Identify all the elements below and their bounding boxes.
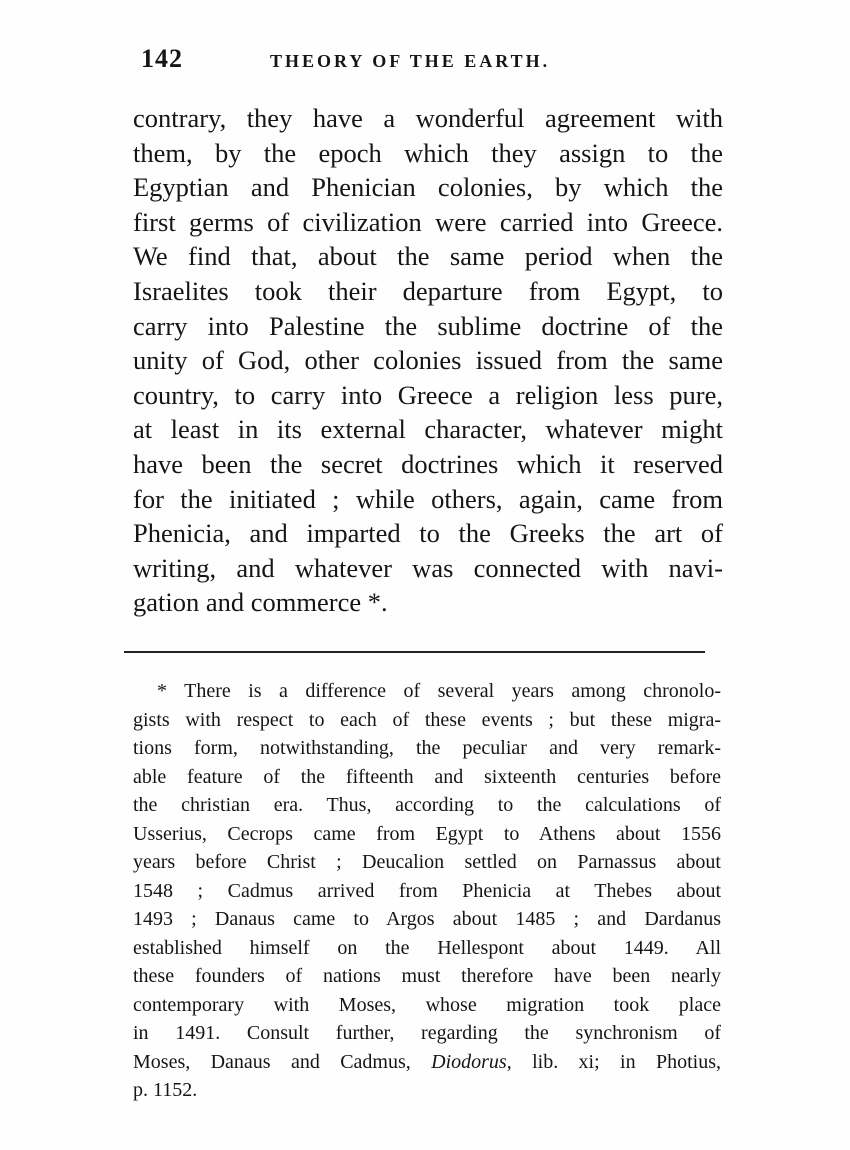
main-text-line: We find that, about the same period when the — [133, 241, 723, 272]
main-text-line: writing, and whatever was connected with navi- — [133, 552, 723, 583]
main-text-line: for the initiated ; while others, again, came from — [133, 483, 723, 514]
footnote-line: 1493 ; Danaus came to Argos about 1485 ; and Dardanus — [133, 908, 721, 930]
footnote-block — [133, 677, 721, 1105]
page-header-title: THEORY OF THE EARTH. — [270, 51, 551, 71]
footnote-text-segment: , lib. xi; in Photius, — [506, 1050, 721, 1073]
page-number: 142 — [141, 44, 183, 73]
main-text-block — [133, 101, 723, 620]
main-text-line: Israelites took their departure from Egypt, to — [133, 275, 723, 306]
running-head — [135, 44, 725, 78]
main-text-line: unity of God, other colonies issued from the same — [133, 345, 723, 376]
main-text-line: Egyptian and Phenician colonies, by which the — [133, 172, 723, 203]
footnote-line: contemporary with Moses, whose migration took place — [133, 993, 721, 1016]
main-text-line: country, to carry into Greece a religion less pure, — [133, 379, 723, 410]
main-text-line: gation and commerce *. — [133, 587, 388, 618]
footnote-line: Usserius, Cecrops came from Egypt to Athens about 1556 — [133, 822, 721, 845]
footnote-line: p. 1152. — [133, 1079, 198, 1101]
italic-citation: Diodorus — [431, 1050, 507, 1073]
main-text-line: Phenicia, and imparted to the Greeks the art of — [133, 518, 723, 549]
footnote-line: gists with respect to each of these events ; but these migra- — [133, 708, 721, 731]
main-text-line: have been the secret doctrines which it reserved — [133, 448, 723, 479]
main-text-line: them, by the epoch which they assign to the — [133, 137, 723, 168]
main-text-line: carry into Palestine the sublime doctrine of the — [133, 310, 723, 341]
main-text-line: contrary, they have a wonderful agreement with — [133, 103, 723, 133]
footnote-line: * There is a difference of several years among chronolo- — [157, 680, 721, 702]
footnote-line: established himself on the Hellespont about 1449. All — [133, 936, 721, 959]
footnote-line: in 1491. Consult further, regarding the synchronism of — [133, 1022, 721, 1044]
main-text-line: first germs of civilization were carried into Greece. — [133, 206, 723, 237]
footnote-line: able feature of the fifteenth and sixteenth centuries before — [133, 765, 721, 788]
main-text-line: at least in its external character, whatever might — [133, 414, 723, 445]
footnote-line: 1548 ; Cadmus arrived from Phenicia at Thebes about — [133, 879, 721, 902]
footnote-line: years before Christ ; Deucalion settled on Parnassus about — [133, 851, 721, 873]
footnote-text-segment: Moses, Danaus and Cadmus, — [133, 1050, 432, 1073]
footnote-line: these founders of nations must therefore have been nearly — [133, 965, 721, 987]
footnote-line: the christian era. Thus, according to the calculations of — [133, 794, 721, 816]
footnote-separator — [124, 651, 705, 653]
footnote-line: tions form, notwithstanding, the peculiar and very remark- — [133, 737, 721, 759]
footnote-line — [133, 1048, 721, 1077]
